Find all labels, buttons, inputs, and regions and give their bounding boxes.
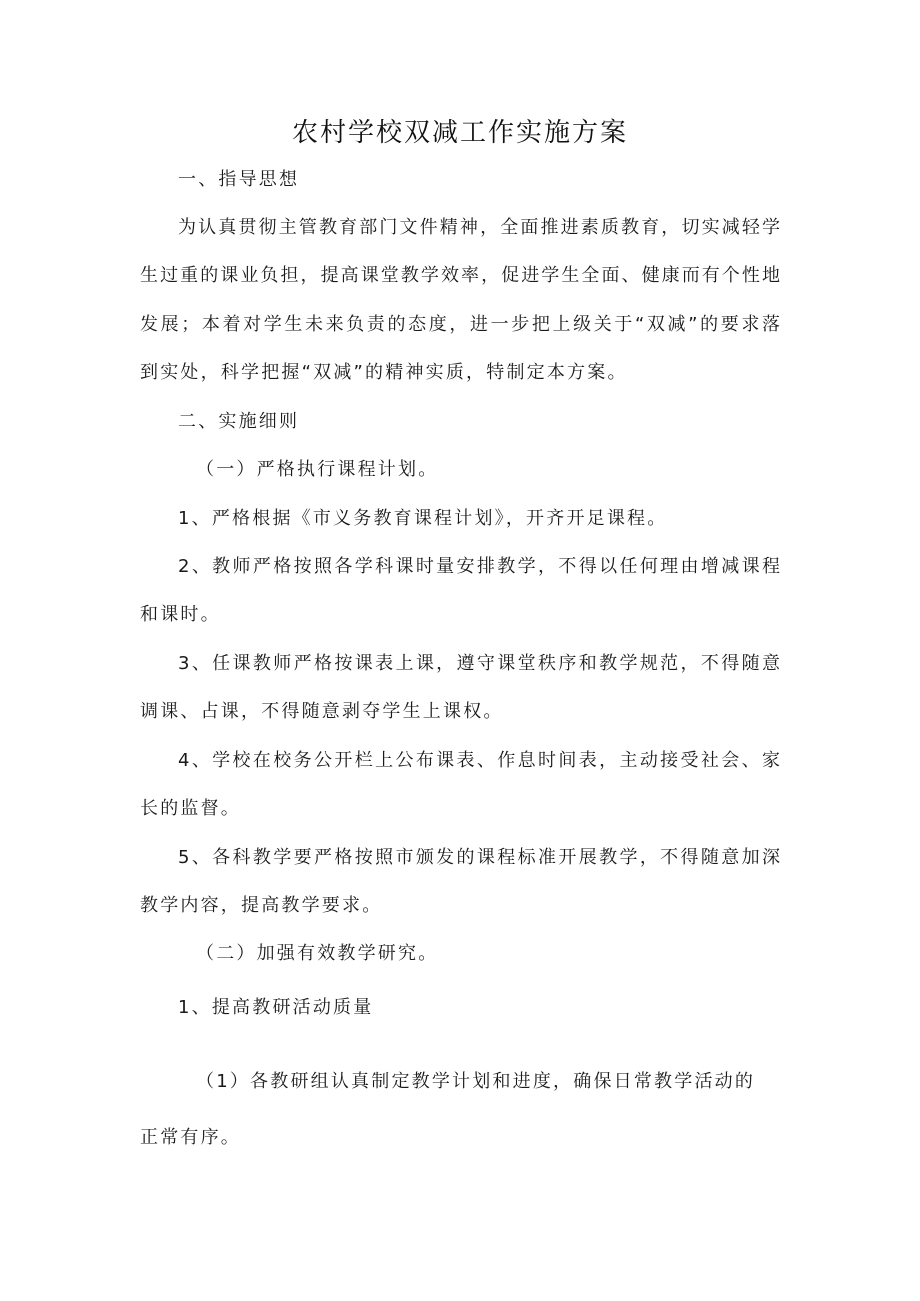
document-title: 农村学校双减工作实施方案 [291,118,628,148]
sub-list-item: （1）各教研组认真制定教学计划和进度，确保日常教学活动的 [196,1071,756,1092]
list-item: 3、任课教师严格按课表上课，遵守课堂秩序和教学规范，不得随意 [178,653,780,674]
subsection-heading-curriculum: （一）严格执行课程计划。 [196,459,439,480]
list-item: 4、学校在校务公开栏上公布课表、作息时间表，主动接受社会、家 [178,750,780,771]
list-item-continuation: 调课、占课，不得随意剥夺学生上课权。 [140,701,504,722]
list-item: 1、严格根据《市义务教育课程计划》，开齐开足课程。 [178,508,668,529]
paragraph-line: 到实处，科学把握“双减”的精神实质，特制定本方案。 [140,362,628,383]
sub-list-item-continuation: 正常有序。 [140,1127,241,1148]
paragraph-line: 发展；本着对学生未来负责的态度，进一步把上级关于“双减”的要求落 [140,314,780,335]
list-item: 2、教师严格按照各学科课时量安排教学，不得以任何理由增减课程 [178,556,780,577]
section-heading-implementation: 二、实施细则 [178,411,300,432]
list-item: 5、各科教学要严格按照市颁发的课程标准开展教学，不得随意加深 [178,847,780,868]
paragraph-line: 生过重的课业负担，提高课堂教学效率，促进学生全面、健康而有个性地 [140,265,780,286]
list-item-continuation: 教学内容，提高教学要求。 [140,895,383,916]
list-item: 1、提高教研活动质量 [178,997,374,1018]
list-item-continuation: 长的监督。 [140,798,241,819]
section-heading-guiding-ideology: 一、指导思想 [178,169,300,190]
paragraph-line: 为认真贯彻主管教育部门文件精神，全面推进素质教育，切实减轻学 [178,217,780,238]
subsection-heading-teaching-research: （二）加强有效教学研究。 [196,943,439,964]
list-item-continuation: 和课时。 [140,604,221,625]
